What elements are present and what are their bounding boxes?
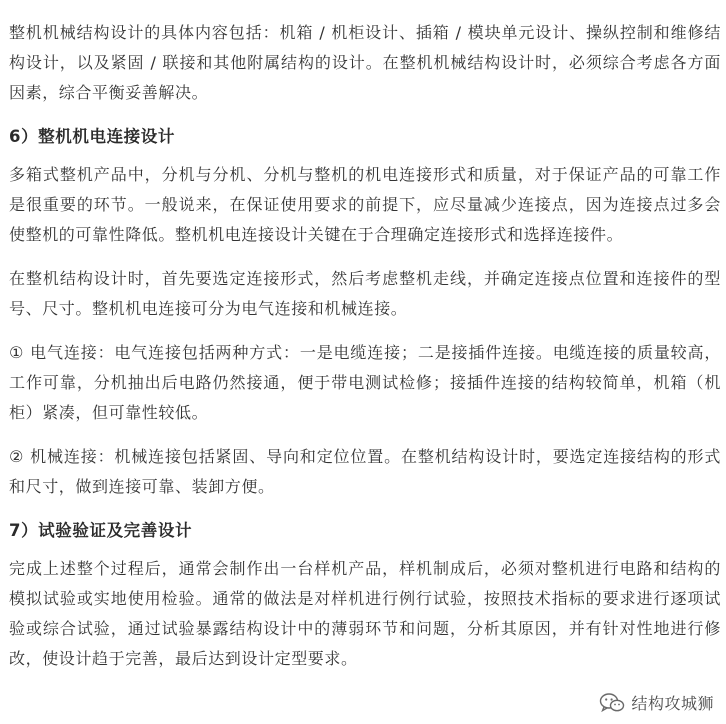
watermark	[599, 691, 714, 714]
article-body	[9, 18, 721, 688]
electrical-connection-paragraph: ① 电气连接：电气连接包括两种方式：一是电缆连接；二是接插件连接。电缆连接的质量较高，工作可靠，分机抽出后电路仍然接通，便于带电测试检修；接插件连接的结构较简单，机箱（机柜）紧凑，但可靠性较低。	[9, 343, 721, 422]
section-6-heading: 6）整机机电连接设计	[9, 127, 175, 146]
mechanical-connection-paragraph: ② 机械连接：机械连接包括紧固、导向和定位位置。在整机结构设计时，要选定连接结构的形式和尺寸，做到连接可靠、装卸方便。	[9, 447, 721, 496]
intro-paragraph: 整机机械结构设计的具体内容包括：机箱 / 机柜设计、插箱 / 模块单元设计、操纵控制和维修结构设计，以及紧固 / 联接和其他附属结构的设计。在整机机械结构设计时，必须综合考虑各方面因素，综合平衡妥善解决。	[9, 23, 721, 102]
section-7-heading: 7）试验验证及完善设计	[9, 521, 193, 540]
section-6-paragraph-2: 在整机结构设计时，首先要选定连接形式，然后考虑整机走线，并确定连接点位置和连接件的型号、尺寸。整机机电连接可分为电气连接和机械连接。	[9, 269, 721, 318]
section-7-paragraph-1: 完成上述整个过程后，通常会制作出一台样机产品，样机制成后，必须对整机进行电路和结构的模拟试验或实地使用检验。通常的做法是对样机进行例行试验，按照技术指标的要求进行逐项试验或综合试验，通过试验暴露结构设计中的薄弱环节和问题，分析其原因，并有针对性地进行修改，使设计趋于完善，最后达到设计定型要求。	[9, 559, 721, 668]
wechat-icon	[599, 692, 625, 714]
watermark-text: 结构攻城狮	[631, 694, 714, 713]
section-6-paragraph-1: 多箱式整机产品中，分机与分机、分机与整机的机电连接形式和质量，对于保证产品的可靠工作是很重要的环节。一般说来，在保证使用要求的前提下，应尽量减少连接点，因为连接点过多会使整机的可靠性降低。整机机电连接设计关键在于合理确定连接形式和选择连接件。	[9, 165, 721, 244]
